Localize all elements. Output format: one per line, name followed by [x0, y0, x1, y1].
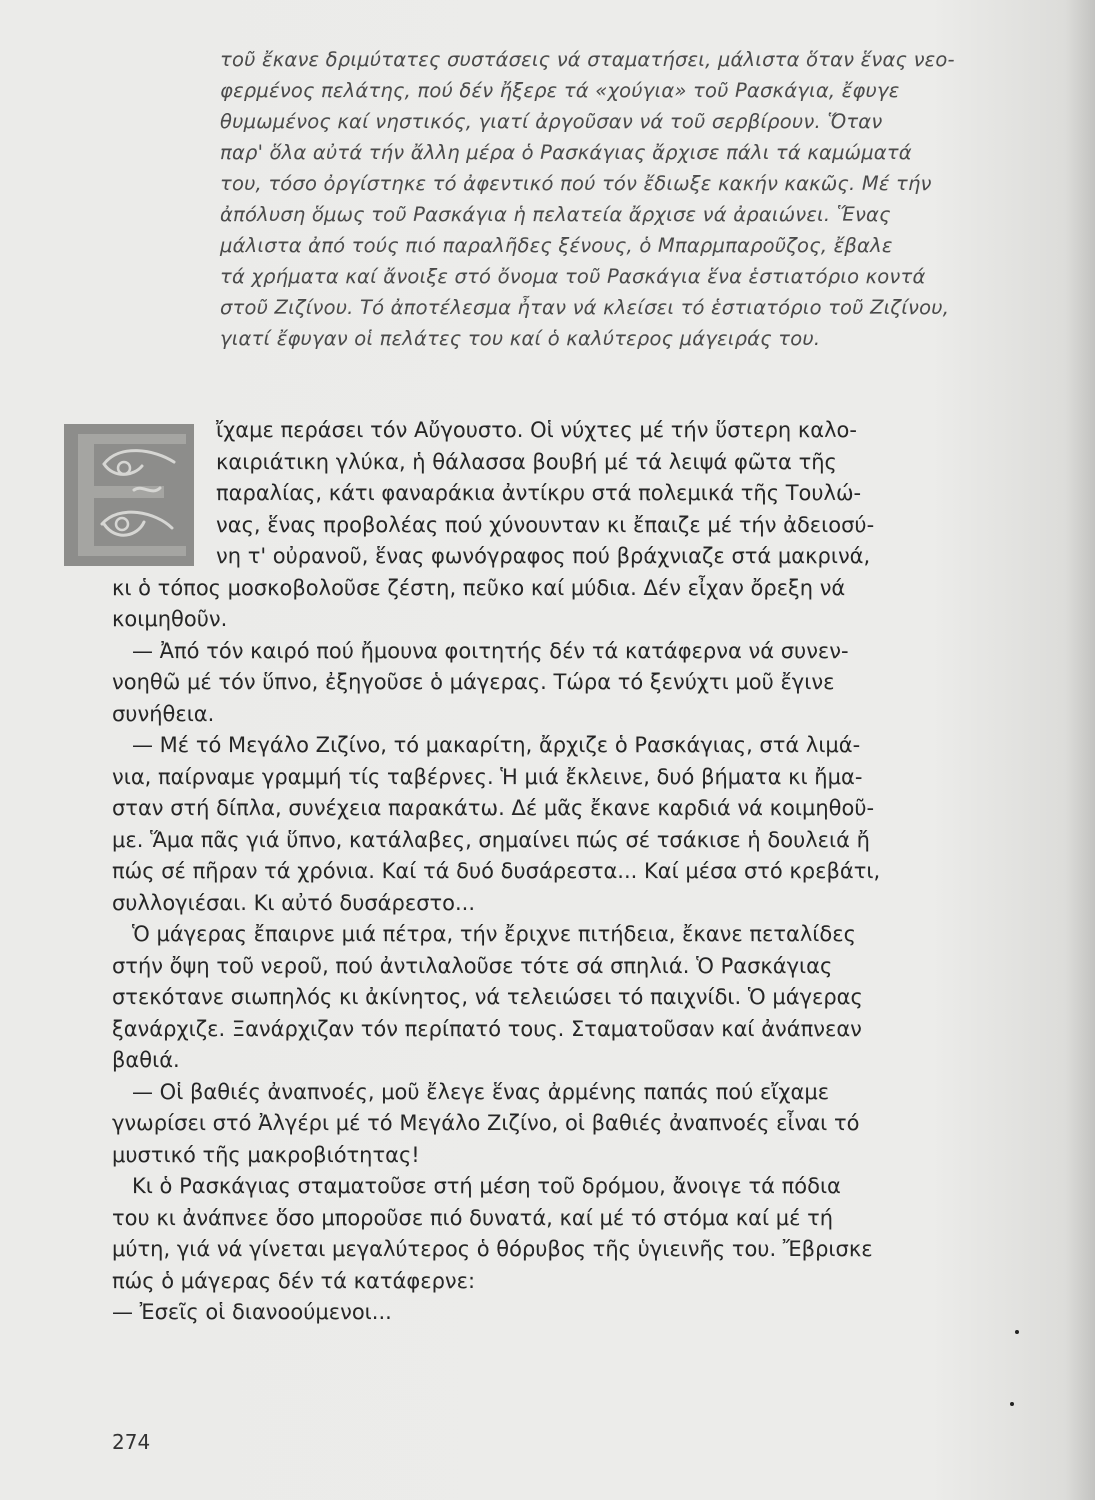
- intro-line: του, τόσο ὀργίστηκε τό ἀφεντικό πού τόν ἔδιωξε κακήν κακῶς. Μέ τήν: [220, 172, 932, 195]
- text-line: κοιμηθοῦν.: [112, 607, 228, 631]
- text-line: συλλογιέσαι. Κι αὐτό δυσάρεστο...: [112, 890, 476, 915]
- text-line: σταν στή δίπλα, συνέχεια παρακάτω. Δέ μᾶς ἔκανε καρδιά νά κοιμηθοῦ-: [112, 796, 875, 820]
- text-line: πώς σέ πῆραν τά χρόνια. Καί τά δυό δυσάρεστα... Καί μέσα στό κρεβάτι,: [112, 859, 881, 883]
- intro-line: τοῦ ἔκανε δριμύτατες συστάσεις νά σταματήσει, μάλιστα ὅταν ἕνας νεο-: [220, 48, 955, 71]
- intro-line: στοῦ Ζιζίνου. Τό ἀποτέλεσμα ἦταν νά κλείσει τό ἑστιατόριο τοῦ Ζιζίνου,: [220, 296, 950, 319]
- intro-line: γιατί ἔφυγαν οἱ πελάτες του καί ὁ καλύτερος μάγειράς του.: [220, 327, 821, 350]
- text-line: ἴχαμε περάσει τόν Αὔγουστο. Οἱ νύχτες μέ τήν ὕστερη καλο-: [216, 418, 857, 442]
- text-line: — Μέ τό Μεγάλο Ζιζίνο, τό μακαρίτη, ἄρχιζε ὁ Ρασκάγιας, στά λιμά-: [132, 733, 861, 757]
- main-text: [112, 415, 992, 1329]
- intro-line: τά χρήματα καί ἄνοιξε στό ὄνομα τοῦ Ρασκάγια ἕνα ἑστιατόριο κοντά: [220, 265, 926, 288]
- text-line: στήν ὄψη τοῦ νεροῦ, πού ἀντιλαλοῦσε τότε σά σπηλιά. Ὁ Ρασκάγιας: [112, 953, 833, 978]
- text-line: γνωρίσει στό Ἀλγέρι μέ τό Μεγάλο Ζιζίνο, οἱ βαθιές ἀναπνοές εἶναι τό: [112, 1111, 860, 1135]
- text-line: — Οἱ βαθιές ἀναπνοές, μοῦ ἔλεγε ἕνας ἀρμένης παπάς πού εἴχαμε: [132, 1079, 830, 1104]
- page-edge-shadow: [1065, 0, 1095, 1500]
- text-line: Κι ὁ Ρασκάγιας σταματοῦσε στή μέση τοῦ δρόμου, ἄνοιγε τά πόδια: [132, 1174, 841, 1198]
- text-line: νας, ἕνας προβολέας πού χύνουνταν κι ἔπαιζε μέ τήν ἀδειοσύ-: [216, 512, 875, 537]
- text-line: Ὁ μάγερας ἔπαιρνε μιά πέτρα, τήν ἔριχνε πιτήδεια, ἔκανε πεταλίδες: [132, 922, 856, 946]
- text-line: ξανάρχιζε. Ξανάρχιζαν τόν περίπατό τους. Σταματοῦσαν καί ἀνάπνεαν: [112, 1016, 862, 1041]
- ink-speck: [1010, 1402, 1014, 1406]
- text-line: — Ἐσεῖς οἱ διανοούμενοι...: [112, 1300, 392, 1324]
- text-line: νια, παίρναμε γραμμή τίς ταβέρνες. Ἡ μιά ἔκλεινε, δυό βήματα κι ἤμα-: [112, 764, 863, 789]
- text-line: μυστικό τῆς μακροβιότητας!: [112, 1142, 420, 1167]
- intro-line: ἀπόλυση ὅμως τοῦ Ρασκάγια ἡ πελατεία ἄρχισε νά ἀραιώνει. Ἕνας: [220, 203, 891, 226]
- text-line: παραλίας, κάτι φαναράκια ἀντίκρυ στά πολεμικά τῆς Τουλώ-: [216, 481, 862, 505]
- text-line: νοηθῶ μέ τόν ὕπνο, ἐξηγοῦσε ὁ μάγερας. Τώρα τό ξενύχτι μοῦ ἔγινε: [112, 670, 835, 694]
- text-line: του κι ἀνάπνεε ὅσο μποροῦσε πιό δυνατά, καί μέ τό στόμα καί μέ τή: [112, 1205, 834, 1230]
- text-line: — Ἀπό τόν καιρό πού ἤμουνα φοιτητής δέν τά κατάφερνα νά συνεν-: [132, 638, 849, 663]
- text-line: καιριάτικη γλύκα, ἡ θάλασσα βουβή μέ τά λειψά φῶτα τῆς: [216, 449, 837, 474]
- text-line: πώς ὁ μάγερας δέν τά κατάφερνε:: [112, 1268, 476, 1293]
- intro-line: παρ' ὅλα αὐτά τήν ἄλλη μέρα ὁ Ρασκάγιας ἄρχισε πάλι τά καμώματά: [220, 141, 912, 164]
- text-line: νη τ' οὐρανοῦ, ἕνας φωνόγραφος πού βράχνιαζε στά μακρινά,: [216, 544, 871, 568]
- text-line: με. Ἅμα πᾶς γιά ὕπνο, κατάλαβες, σημαίνει πώς σέ τσάκισε ἡ δουλειά ἤ: [112, 827, 870, 852]
- intro-paragraph: [220, 44, 990, 354]
- intro-line: μάλιστα ἀπό τούς πιό παραλῆδες ξένους, ὁ Μπαρμπαροῦζος, ἔβαλε: [220, 234, 893, 257]
- text-line: βαθιά.: [112, 1048, 180, 1072]
- text-line: συνήθεια.: [112, 701, 215, 726]
- text-line: μύτη, γιά νά γίνεται μεγαλύτερος ὁ θόρυβος τῆς ὑγιεινῆς του. Ἔβρισκε: [112, 1237, 873, 1261]
- page-number: 274: [112, 1430, 151, 1454]
- text-line: στεκότανε σιωπηλός κι ἀκίνητος, νά τελειώσει τό παιχνίδι. Ὁ μάγερας: [112, 985, 863, 1009]
- intro-line: φερμένος πελάτης, πού δέν ἤξερε τά «χούγια» τοῦ Ρασκάγια, ἔφυγε: [220, 79, 900, 102]
- text-line: κι ὁ τόπος μοσκοβολοῦσε ζέστη, πεῦκο καί μύδια. Δέν εἶχαν ὄρεξη νά: [112, 575, 846, 600]
- intro-line: θυμωμένος καί νηστικός, γιατί ἀργοῦσαν νά τοῦ σερβίρουν. Ὅταν: [220, 110, 883, 133]
- ink-speck: [1015, 1330, 1019, 1334]
